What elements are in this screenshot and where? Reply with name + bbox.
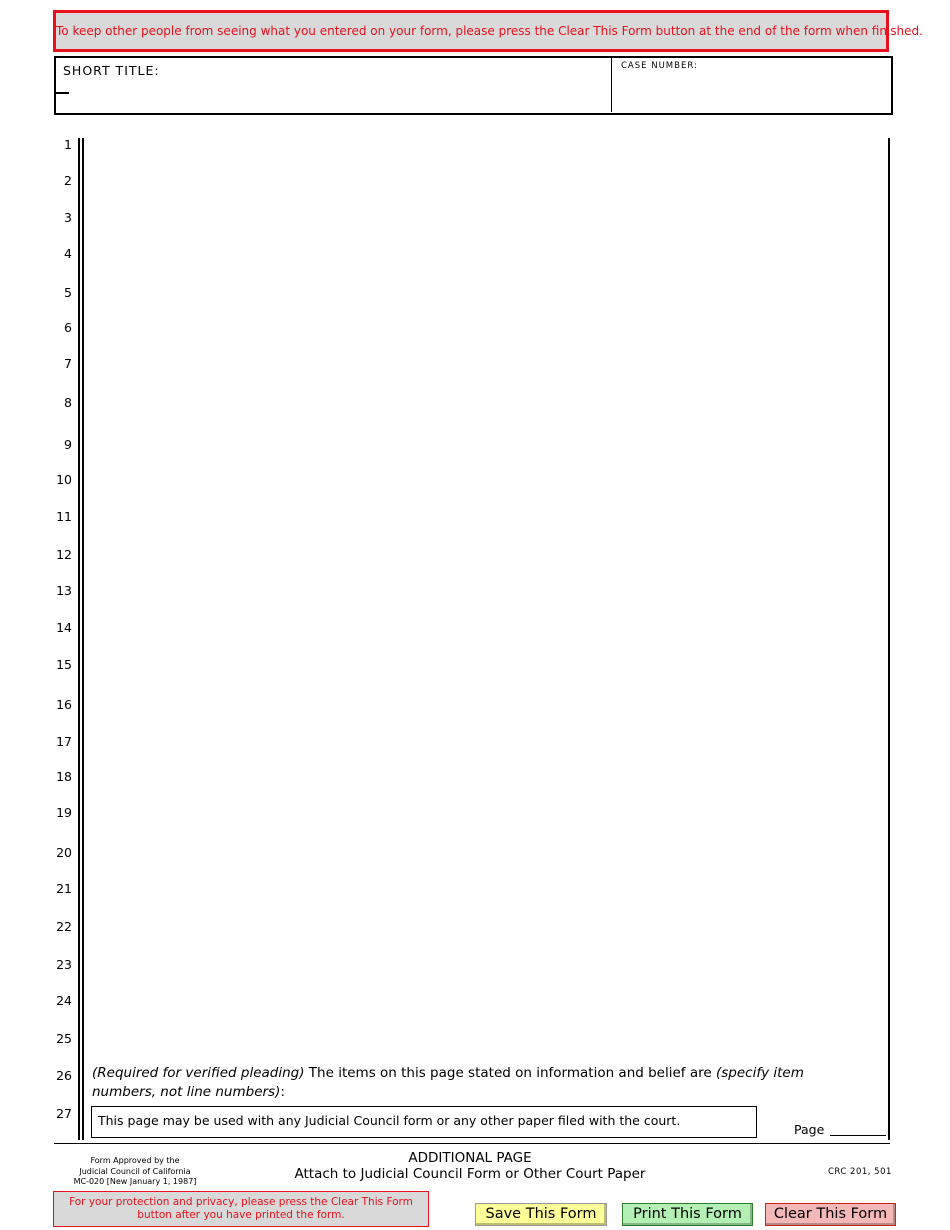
line-number: 9 [64, 437, 72, 452]
line-number: 11 [56, 509, 72, 524]
line-number: 17 [56, 734, 72, 749]
form-approval-note [60, 1156, 210, 1188]
print-form-button[interactable]: Print This Form [622, 1203, 753, 1226]
line-number: 7 [64, 356, 72, 371]
line-number: 15 [56, 657, 72, 672]
verified-tail: (specify item numbers, not line numbers) [92, 1065, 804, 1100]
caption-divider [611, 57, 612, 112]
line-number: 3 [64, 210, 72, 225]
line-number: 16 [56, 697, 72, 712]
line-number: 18 [56, 769, 72, 784]
privacy-notice-line-1: For your protection and privacy, please press the Clear This Form [69, 1196, 413, 1208]
clear-form-button[interactable]: Clear This Form [765, 1203, 896, 1226]
margin-rule-right [888, 138, 890, 1140]
line-number: 10 [56, 472, 72, 487]
privacy-notice-top: To keep other people from seeing what you entered on your form, please press the Clear This Form button at the end of the form when finished. [53, 10, 889, 52]
line-number: 2 [64, 173, 72, 188]
footer-rule [54, 1143, 890, 1144]
line-number: 5 [64, 285, 72, 300]
verified-end: : [280, 1084, 285, 1100]
use-notice-text: This page may be used with any Judicial Council form or any other paper filed with the court. [98, 1113, 681, 1128]
privacy-notice-line-2: button after you have printed the form. [137, 1209, 345, 1221]
form-title-sub: Attach to Judicial Council Form or Other Court Paper [294, 1166, 646, 1182]
verified-middle: The items on this page stated on information and belief are [304, 1065, 716, 1081]
form-title [270, 1150, 670, 1182]
form-title-main: ADDITIONAL PAGE [408, 1150, 532, 1166]
line-number: 4 [64, 246, 72, 261]
approval-line-3: MC-020 [New January 1, 1987] [73, 1177, 197, 1186]
line-number: 24 [56, 993, 72, 1008]
line-number: 20 [56, 845, 72, 860]
page-number-field[interactable] [830, 1135, 886, 1136]
line-number: 12 [56, 547, 72, 562]
line-number: 21 [56, 881, 72, 896]
short-title-label: SHORT TITLE: [63, 63, 160, 78]
page-label: Page [794, 1122, 825, 1137]
case-number-label: CASE NUMBER: [621, 61, 698, 71]
line-number: 25 [56, 1031, 72, 1046]
line-number: 27 [56, 1106, 72, 1121]
line-number: 19 [56, 805, 72, 820]
approval-line-1: Form Approved by the [90, 1156, 180, 1165]
privacy-notice-bottom [53, 1191, 429, 1227]
line-number: 1 [64, 137, 72, 152]
line-number: 8 [64, 395, 72, 410]
save-form-button[interactable]: Save This Form [475, 1203, 607, 1226]
line-number: 14 [56, 620, 72, 635]
caption-box [54, 56, 893, 115]
approval-line-2: Judicial Council of California [79, 1166, 191, 1176]
short-title-input-cursor[interactable] [56, 92, 69, 94]
line-number: 6 [64, 320, 72, 335]
line-number: 22 [56, 919, 72, 934]
margin-rule-left-inner [82, 138, 84, 1140]
margin-rule-left-outer [78, 138, 80, 1140]
rule-codes: CRC 201, 501 [828, 1167, 892, 1177]
line-number: 23 [56, 957, 72, 972]
verified-pleading-statement [92, 1064, 872, 1102]
line-number: 13 [56, 583, 72, 598]
line-number: 26 [56, 1068, 72, 1083]
verified-lead: (Required for verified pleading) [92, 1065, 305, 1081]
